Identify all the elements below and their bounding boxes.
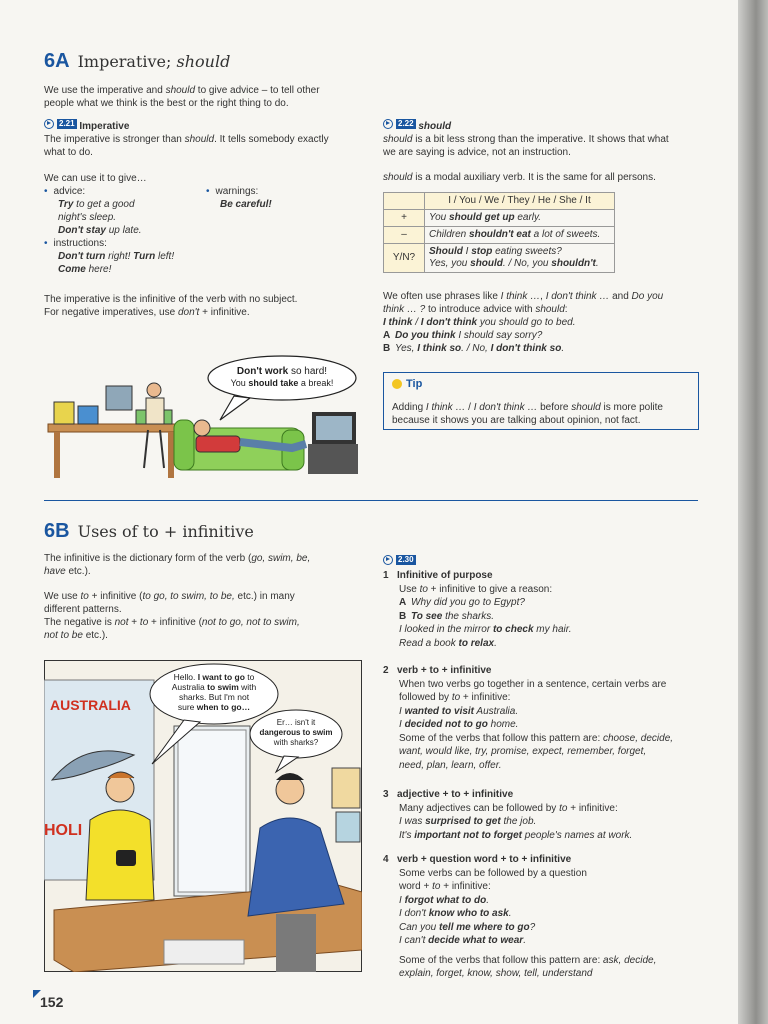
- table-row: + You should get up early.: [384, 210, 615, 227]
- section-title: Imperative; should: [77, 52, 231, 71]
- page-number: 152: [40, 994, 64, 1010]
- svg-text:sure when to go…: sure when to go…: [177, 702, 251, 712]
- svg-text:HOLI: HOLI: [44, 822, 83, 839]
- should-block: 2.22 should should is a bit less strong than the imperative. It shows that what we are saying is advice, not an instruction.: [383, 119, 669, 158]
- table-row: – Children shouldn't eat a lot of sweets.: [384, 227, 615, 244]
- svg-text:Australia to swim with: Australia to swim with: [171, 682, 257, 692]
- section-6b-heading: [44, 520, 254, 543]
- infinitive-patterns: We use to + infinitive (to go, to swim, to be, etc.) in many different patterns. The negative is not + to + infinitive (not to go, not to swim, not to be etc.).: [44, 591, 300, 641]
- lightbulb-icon: [392, 379, 402, 389]
- audio-track[interactable]: 2.30: [383, 555, 416, 569]
- svg-text:sharks. But I'm not: sharks. But I'm not: [178, 692, 250, 702]
- svg-text:dangerous to swim: dangerous to swim: [259, 728, 333, 737]
- infinitive-intro: The infinitive is the dictionary form of the verb (go, swim, be, have etc.).: [44, 553, 311, 577]
- table-row: Y/N? Should I stop eating sweets? Yes, you should. / No, you shouldn't.: [384, 244, 615, 273]
- section-number: 6A: [44, 50, 70, 72]
- list-item: 4 verb + question word + to + infinitive Some verbs can be followed by a question word + to + infinitive: I forgot what to do. I don't know who to ask. Can you tell me where to go? I can't decide what to wear. Some of the verbs that follow this pattern are: ask, decide, explain, forget, know, show, tell, understand: [383, 854, 657, 979]
- section-number: 6B: [44, 520, 70, 542]
- tip-label: Tip: [406, 378, 423, 390]
- svg-text:Hello. I want to go to: Hello. I want to go to: [173, 672, 255, 682]
- imperative-rule: The imperative is the infinitive of the verb with no subject. For negative imperatives, use don't + infinitive.: [44, 294, 298, 318]
- play-icon: [383, 119, 393, 129]
- can-use-text: We can use it to give…: [44, 173, 147, 184]
- play-icon: [44, 119, 54, 129]
- svg-text:Don't work so hard!: Don't work so hard!: [236, 366, 328, 377]
- list-item: 3 adjective + to + infinitive Many adjectives can be followed by to + infinitive: I was surprised to get the job. It's important not to forget people's names at work.: [383, 789, 633, 841]
- section-divider: [44, 500, 698, 501]
- svg-text:Er… isn't it: Er… isn't it: [276, 718, 316, 727]
- should-table: [383, 192, 615, 273]
- advice-list: • advice: Try to get a good night's sleep. Don't stay up late. • instructions: Don't turn right! Turn left! Come here!: [44, 186, 175, 275]
- list-item: 1 Infinitive of purpose Use to + infinitive to give a reason: A Why did you go to Egypt? B To see the sharks. I looked in the mirror to check my hair. Read a book to relax.: [383, 570, 572, 649]
- tip-box: [383, 372, 699, 430]
- audio-track[interactable]: 2.22: [383, 119, 416, 129]
- tip-text: Adding I think … / I don't think … before should is more polite because it shows you are talking about opinion, not fact.: [392, 402, 663, 426]
- should-modal-text: should is a modal auxiliary verb. It is the same for all persons.: [383, 172, 656, 183]
- warnings-list: • warnings: Be careful!: [206, 186, 272, 210]
- section-6a-heading: [44, 50, 230, 73]
- intro-paragraph: We use the imperative and should to give advice – to tell other people what we think is the best or the right thing to do.: [44, 85, 320, 109]
- svg-text:AUSTRALIA: AUSTRALIA: [50, 697, 131, 713]
- phrases-block: We often use phrases like I think …, I don't think … and Do you think … ? to introduce advice with should: I think / I don't think you should go to bed. A Do you think I should say sorry? B Yes, I think so. / No, I don't think so.: [383, 291, 664, 354]
- imperative-block: 2.21 Imperative The imperative is stronger than should. It tells somebody exactly what to do.: [44, 119, 329, 158]
- audio-track[interactable]: 2.21: [44, 119, 77, 129]
- play-icon: [383, 555, 393, 565]
- page-edge-shadow: [738, 0, 768, 1024]
- section-title: Uses of to + infinitive: [77, 522, 254, 541]
- table-header: I / You / We / They / He / She / It: [425, 193, 615, 210]
- list-item: 2 verb + to + infinitive When two verbs go together in a sentence, certain verbs are followed by to + infinitive: I wanted to visit Australia. I decided not to go home. Some of the verbs that follow this pattern are: choose, decide, want, would like, try, promise, expect, remember, forget, need, plan, learn, offer.: [383, 665, 674, 771]
- illustration-working-and-relaxing: [44, 350, 364, 485]
- cartoon-travel-agency: [44, 660, 362, 972]
- svg-text:You should take a break!: You should take a break!: [230, 378, 334, 388]
- svg-text:with sharks?: with sharks?: [273, 738, 319, 747]
